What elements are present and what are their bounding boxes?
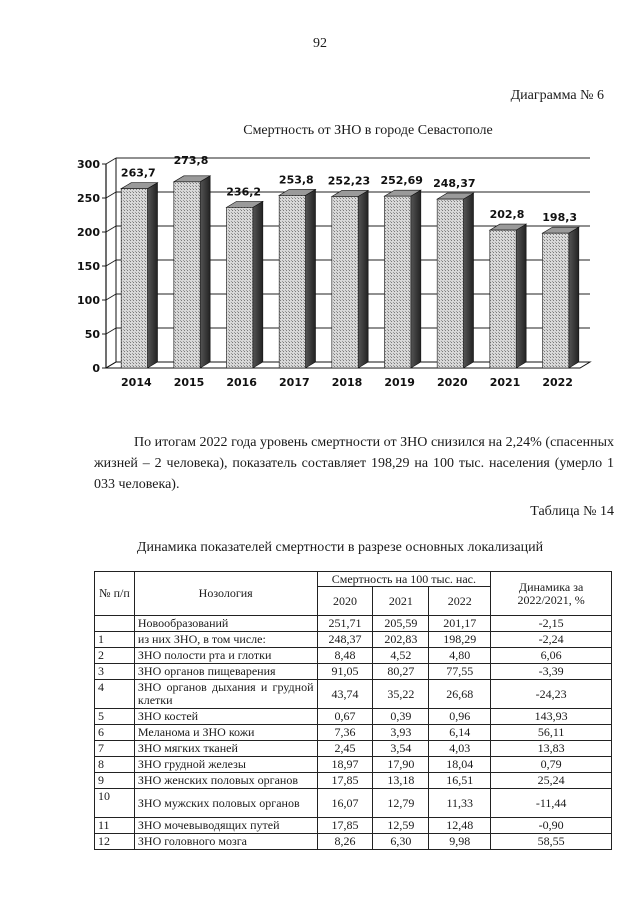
- table-row: [95, 834, 612, 850]
- row-dynamics: -2,24: [491, 632, 612, 648]
- row-number: 7: [95, 741, 135, 757]
- row-value-2021: 202,83: [373, 632, 429, 648]
- x-tick-label: 2019: [384, 376, 415, 389]
- gridline-depth: [106, 192, 116, 198]
- row-dynamics: 6,06: [491, 648, 612, 664]
- row-value-2022: 4,80: [429, 648, 491, 664]
- row-number: 9: [95, 773, 135, 789]
- row-value-2020: 43,74: [317, 680, 373, 709]
- bar: [437, 199, 463, 368]
- row-value-2020: 251,71: [317, 616, 373, 632]
- row-nosology: Новообразований: [134, 616, 317, 632]
- bar-side: [253, 201, 263, 368]
- row-dynamics: 25,24: [491, 773, 612, 789]
- row-number: 4: [95, 680, 135, 709]
- data-label: 252,69: [380, 174, 423, 188]
- row-nosology: ЗНО женских половых органов: [134, 773, 317, 789]
- table-row: [95, 818, 612, 834]
- y-tick-label: 300: [77, 158, 100, 171]
- row-value-2022: 6,14: [429, 725, 491, 741]
- row-value-2020: 248,37: [317, 632, 373, 648]
- data-label: 252,23: [327, 174, 371, 188]
- table-row: [95, 709, 612, 725]
- table-row: [95, 632, 612, 648]
- data-label: 273,8: [173, 153, 209, 167]
- row-value-2021: 80,27: [373, 664, 429, 680]
- header-num: № п/п: [95, 572, 135, 616]
- x-tick-label: 2020: [437, 376, 468, 389]
- table-row: [95, 664, 612, 680]
- row-value-2020: 8,48: [317, 648, 373, 664]
- bar-side: [464, 193, 474, 368]
- row-dynamics: -24,23: [491, 680, 612, 709]
- row-number: 8: [95, 757, 135, 773]
- gridline-depth: [106, 328, 116, 334]
- gridline-depth: [106, 294, 116, 300]
- table-title: Динамика показателей смертности в разрезе основных локализаций: [136, 540, 544, 555]
- row-value-2022: 9,98: [429, 834, 491, 850]
- row-value-2021: 3,93: [373, 725, 429, 741]
- row-value-2021: 0,39: [373, 709, 429, 725]
- row-value-2021: 13,18: [373, 773, 429, 789]
- row-value-2021: 6,30: [373, 834, 429, 850]
- x-tick-label: 2015: [173, 376, 205, 389]
- row-value-2022: 77,55: [429, 664, 491, 680]
- header-year-2022: 2022: [429, 587, 491, 616]
- data-label: 236,2: [226, 185, 262, 199]
- row-value-2022: 12,48: [429, 818, 491, 834]
- row-dynamics: 13,83: [491, 741, 612, 757]
- y-tick-label: 50: [84, 328, 100, 341]
- bar-side: [148, 183, 158, 368]
- row-dynamics: -3,39: [491, 664, 612, 680]
- bar: [490, 230, 516, 368]
- row-nosology: ЗНО полости рта и глотки: [134, 648, 317, 664]
- table-row: [95, 757, 612, 773]
- row-value-2022: 26,68: [429, 680, 491, 709]
- y-tick-label: 200: [77, 226, 100, 239]
- row-value-2021: 35,22: [373, 680, 429, 709]
- header-mortality: Смертность на 100 тыс. нас.: [317, 572, 491, 587]
- table-row: [95, 680, 612, 709]
- row-number: 12: [95, 834, 135, 850]
- table-label: Таблица № 14: [530, 504, 614, 519]
- bar: [227, 207, 253, 368]
- header-year-2020: 2020: [317, 587, 373, 616]
- page-number: 92: [313, 36, 327, 51]
- header-year-2021: 2021: [373, 587, 429, 616]
- data-label: 263,7: [120, 166, 156, 180]
- mortality-table: [94, 571, 612, 850]
- x-tick-label: 2017: [279, 376, 310, 389]
- row-value-2021: 3,54: [373, 741, 429, 757]
- row-value-2020: 2,45: [317, 741, 373, 757]
- bar-side: [569, 227, 579, 368]
- row-value-2020: 17,85: [317, 818, 373, 834]
- row-number: 11: [95, 818, 135, 834]
- row-value-2022: 16,51: [429, 773, 491, 789]
- row-value-2021: 4,52: [373, 648, 429, 664]
- table-row: [95, 741, 612, 757]
- row-value-2022: 201,17: [429, 616, 491, 632]
- row-nosology: ЗНО костей: [134, 709, 317, 725]
- bar-side: [411, 190, 421, 368]
- row-value-2022: 18,04: [429, 757, 491, 773]
- row-nosology: Меланома и ЗНО кожи: [134, 725, 317, 741]
- summary-paragraph: По итогам 2022 года уровень смертности от ЗНО снизился на 2,24% (спасенных жизней – 2 человека), показатель составляет 198,29 на 100 тыс. населения (умерло 1 033 человека).: [94, 435, 614, 492]
- row-nosology: ЗНО головного мозга: [134, 834, 317, 850]
- bar-side: [516, 224, 526, 368]
- x-tick-label: 2018: [331, 376, 363, 389]
- table-row: [95, 789, 612, 818]
- bar: [121, 189, 147, 368]
- y-tick-label: 250: [77, 192, 100, 205]
- row-nosology: ЗНО органов пищеварения: [134, 664, 317, 680]
- bar-side: [200, 176, 210, 368]
- table-row: [95, 616, 612, 632]
- row-dynamics: 56,11: [491, 725, 612, 741]
- bar-side: [306, 189, 316, 368]
- diagram-label: Диаграмма № 6: [510, 88, 604, 103]
- row-dynamics: 0,79: [491, 757, 612, 773]
- data-label: 253,8: [278, 173, 314, 187]
- data-label: 248,37: [433, 177, 476, 191]
- row-value-2020: 0,67: [317, 709, 373, 725]
- y-tick-label: 150: [77, 260, 100, 273]
- row-dynamics: 143,93: [491, 709, 612, 725]
- row-value-2020: 8,26: [317, 834, 373, 850]
- bar: [543, 233, 569, 368]
- y-tick-label: 0: [92, 362, 100, 375]
- chart-title: Смертность от ЗНО в городе Севастополе: [243, 123, 493, 138]
- header-dynamics: Динамика за 2022/2021, %: [491, 572, 612, 616]
- row-nosology: ЗНО мочевыводящих путей: [134, 818, 317, 834]
- gridline-depth: [106, 226, 116, 232]
- row-dynamics: -11,44: [491, 789, 612, 818]
- row-nosology: ЗНО мужских половых органов: [134, 789, 317, 818]
- bar: [385, 196, 411, 368]
- row-value-2022: 11,33: [429, 789, 491, 818]
- row-number: 10: [95, 789, 135, 818]
- row-value-2021: 17,90: [373, 757, 429, 773]
- x-tick-label: 2021: [489, 376, 521, 389]
- row-number: 2: [95, 648, 135, 664]
- row-value-2020: 7,36: [317, 725, 373, 741]
- row-value-2020: 18,97: [317, 757, 373, 773]
- bar-chart: [70, 150, 610, 400]
- table-row: [95, 725, 612, 741]
- row-value-2021: 12,59: [373, 818, 429, 834]
- row-number: [95, 616, 135, 632]
- row-number: 5: [95, 709, 135, 725]
- row-value-2020: 17,85: [317, 773, 373, 789]
- row-dynamics: -0,90: [491, 818, 612, 834]
- row-nosology: ЗНО мягких тканей: [134, 741, 317, 757]
- row-value-2022: 0,96: [429, 709, 491, 725]
- x-tick-label: 2016: [226, 376, 257, 389]
- row-value-2020: 16,07: [317, 789, 373, 818]
- row-dynamics: -2,15: [491, 616, 612, 632]
- bar-side: [358, 190, 368, 368]
- gridline-depth: [106, 158, 116, 164]
- row-nosology: из них ЗНО, в том числе:: [134, 632, 317, 648]
- bar: [174, 182, 200, 368]
- row-dynamics: 58,55: [491, 834, 612, 850]
- bar: [332, 196, 358, 368]
- gridline-depth: [106, 260, 116, 266]
- x-tick-label: 2014: [121, 376, 152, 389]
- row-number: 6: [95, 725, 135, 741]
- y-tick-label: 100: [77, 294, 100, 307]
- row-value-2020: 91,05: [317, 664, 373, 680]
- table-row: [95, 648, 612, 664]
- row-value-2022: 198,29: [429, 632, 491, 648]
- header-nosology: Нозология: [134, 572, 317, 616]
- row-nosology: ЗНО органов дыхания и грудной клетки: [134, 680, 317, 709]
- row-value-2022: 4,03: [429, 741, 491, 757]
- row-value-2021: 205,59: [373, 616, 429, 632]
- row-number: 1: [95, 632, 135, 648]
- data-label: 202,8: [489, 208, 525, 222]
- row-value-2021: 12,79: [373, 789, 429, 818]
- bar: [279, 195, 305, 368]
- x-tick-label: 2022: [542, 376, 573, 389]
- row-number: 3: [95, 664, 135, 680]
- row-nosology: ЗНО грудной железы: [134, 757, 317, 773]
- table-row: [95, 773, 612, 789]
- data-label: 198,3: [542, 211, 578, 225]
